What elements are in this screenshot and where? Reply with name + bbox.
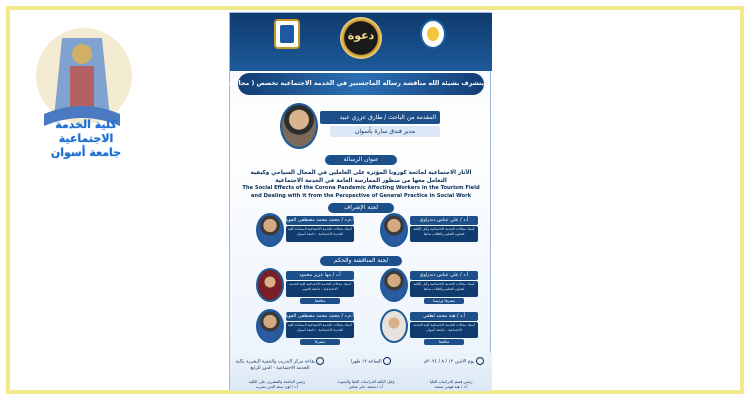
watermark-line-2: جامعة أسوان <box>50 146 122 159</box>
examiner-card <box>370 309 480 343</box>
university-logo <box>274 19 300 49</box>
member-name: أ.د / مها عزيز محمود <box>286 271 354 280</box>
member-photo <box>380 309 408 343</box>
member-description: أستاذ مجالات الخدمة الاجتماعية المساعد كلية الخدمة الاجتماعية - جامعة أسوان <box>286 226 354 242</box>
signature-left-title: رئيس الجامعة والمشرف على الكلية <box>248 379 306 384</box>
member-photo <box>256 213 284 247</box>
member-photo <box>380 213 408 247</box>
poster-footer <box>230 353 492 391</box>
invitation-poster <box>166 12 491 390</box>
presenter-photo <box>280 103 318 149</box>
signature-middle-name: أ.د / محمد جابر عباس <box>348 384 384 389</box>
member-name: أ.م.د / محمد محمد مصطفى الفويل <box>283 218 354 223</box>
member-photo <box>380 268 408 302</box>
member-role-tag: مشرفا <box>300 339 340 345</box>
clock-icon <box>383 357 391 365</box>
watermark-line-1: كلية الخدمة الاجتماعية <box>55 118 117 145</box>
calendar-icon <box>476 357 484 365</box>
member-name: أ.د / هبة محمد لطفي <box>410 312 478 321</box>
member-role-tag: مناقشا <box>424 339 464 345</box>
thesis-heading: عنوان الرسالة <box>325 155 397 165</box>
poster-title: يتشرف بشيئة الله مناقشة رسالة الماجستير في الخدمة الاجتماعية تخصص ( مجالات الخدمة الاجتماعية ) <box>238 73 484 95</box>
event-day <box>418 357 490 375</box>
event-venue-text: بقاعة مركز التدريب والتنمية البشرية بكلية الخدمة الاجتماعية - الدور الرابع <box>235 359 316 371</box>
member-name: أ.د / علي عباس دندراوي <box>410 271 478 280</box>
member-photo <box>256 309 284 343</box>
member-description: أستاذ مجالات الخدمة الاجتماعية المساعد كلية الخدمة الاجتماعية - جامعة أسوان <box>286 322 354 338</box>
supervisor-card <box>244 213 354 247</box>
event-venue <box>234 357 326 375</box>
thesis-title-english: The Social Effects of the Corona Pandemic Affecting Workers in the Tourism Field and Dealing with it from the Perspective of General Practice in Social Work <box>242 185 480 199</box>
member-photo <box>256 268 284 302</box>
event-day-text: يوم الاثنين ١٢ / ٨ / ٢٠٢٤م <box>424 359 475 365</box>
presenter-role: مدير فندق سارة بأسوان <box>330 126 440 137</box>
event-time-text: الساعة ١٢ ظهرا <box>350 359 382 365</box>
member-description: أستاذ مجالات الخدمة الاجتماعية وكيل الكلية لشئون التعليم والطلاب سابقا <box>410 226 478 242</box>
supervision-heading: لجنة الإشراف <box>328 203 394 213</box>
signature-right-title: رئيس قسم الدراسات العليا <box>429 379 473 384</box>
member-name: أ.د / علي عباس دندراوي <box>410 216 478 225</box>
member-description: أستاذ مجالات الخدمة الاجتماعية وكيل الكلية لشئون التعليم والطلاب سابقا <box>410 281 478 297</box>
invitation-badge-text: دعوة <box>347 29 375 42</box>
presenter-name: المقدمة من الباحث / طارق عزري عبيد <box>320 111 440 124</box>
signature-left-name: أ.د / لؤي سعد الدين نصرت <box>255 384 299 389</box>
member-role-tag: مناقشا <box>300 298 340 304</box>
member-role-tag: مشرفا ورئيسا <box>424 298 464 304</box>
event-time <box>326 357 416 375</box>
location-pin-icon <box>316 357 324 365</box>
discussion-heading: لجنة المناقشة والحكم <box>320 256 402 266</box>
signature-right <box>412 379 490 391</box>
member-description: أستاذ مجالات الخدمة الاجتماعية كلية الخدمة الاجتماعية - جامعة أسوان <box>410 322 478 338</box>
member-description: أستاذ مجالات الخدمة الاجتماعية كلية الخدمة الاجتماعية - جامعة الفيوم <box>286 281 354 297</box>
signature-left <box>234 379 320 391</box>
examiner-card <box>370 268 480 302</box>
presenter-block <box>260 103 460 149</box>
signature-right-name: أ.د / هبة فهمي محمد <box>434 384 468 389</box>
thesis-title-arabic: الآثار الاجتماعية لجائحة كورونا المؤثرة على العاملين في المجال السياحي وكيفية التعامل معها من منظور الممارسة العامة في الخدمة الاجتماعية <box>250 170 472 184</box>
examiner-card <box>244 268 354 302</box>
faculty-logo <box>420 19 446 49</box>
examiner-card <box>244 309 354 343</box>
member-name: أ.م.د / محمد محمد مصطفى الفويل <box>283 314 354 319</box>
signature-middle <box>322 379 410 391</box>
signature-middle-title: وكيل الكلية للدراسات العليا والبحوث <box>337 379 395 384</box>
supervisor-card <box>370 213 480 247</box>
watermark-caption <box>36 118 136 160</box>
